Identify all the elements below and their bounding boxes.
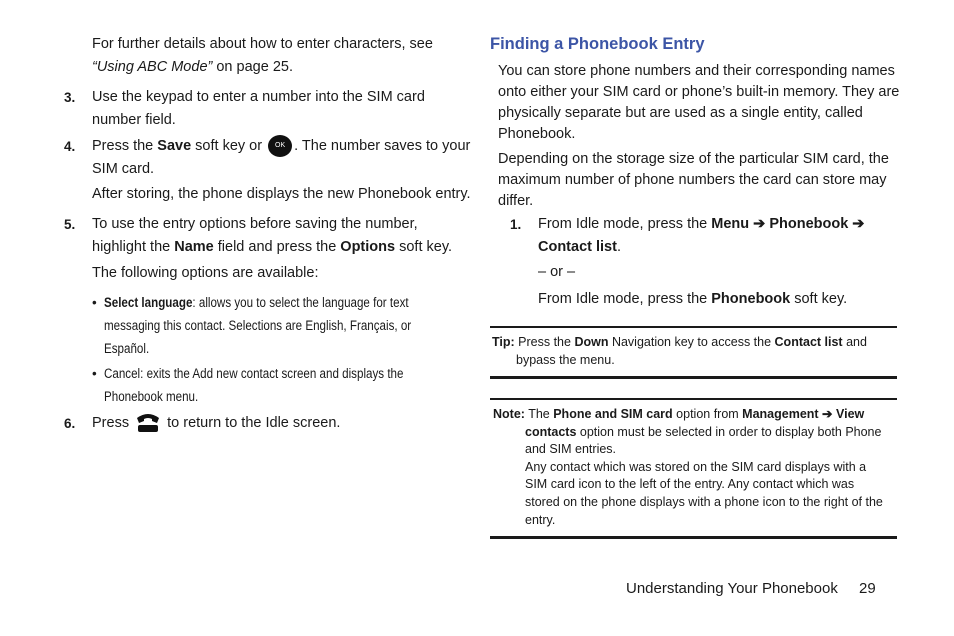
step-4-line1: Press the Save soft key or OK . The number saves to your — [92, 135, 470, 158]
step-5-available: The following options are available: — [92, 265, 319, 281]
bullet-1-marker: • — [92, 295, 97, 310]
bullet-2-line1: Cancel: exits the Add new contact screen and displays the — [104, 366, 404, 381]
step-1-number: 1. — [510, 217, 522, 232]
ok-key-icon: OK — [268, 135, 292, 157]
tip-line1: Tip: Press the Down Navigation key to access the Contact list and — [492, 335, 867, 349]
step-1-line2: Contact list. — [538, 239, 621, 255]
page-number: 29 — [859, 580, 876, 597]
step-5-line2: highlight the Name field and press the Options soft key. — [92, 239, 453, 255]
step-4-number: 4. — [64, 139, 76, 154]
tip-bottom-rule — [490, 376, 897, 379]
step-3-line2: number field. — [92, 112, 176, 128]
bullet-2-line2: Phonebook menu. — [104, 389, 199, 404]
step-4-line2: SIM card. — [92, 161, 155, 177]
para1-line3: physically separate but are used as a single entity, called — [498, 105, 863, 121]
step-1-line1: From Idle mode, press the Menu ➔ Phonebook ➔ — [538, 216, 865, 232]
para2-line2: maximum number of phone numbers the card can store may — [498, 172, 887, 188]
step-6-line: Press to return to the Idle screen. — [92, 412, 340, 435]
para2-line1: Depending on the storage size of the particular SIM card, the — [498, 151, 889, 167]
step-6-number: 6. — [64, 416, 76, 431]
note-top-rule — [490, 398, 897, 400]
para1-line4: Phonebook. — [498, 126, 576, 142]
note-line5: SIM card icon to the left of the entry. Any contact which was — [525, 477, 855, 491]
step-1-or: – or – — [538, 264, 576, 280]
note-line7: entry. — [525, 513, 556, 527]
section-heading: Finding a Phonebook Entry — [490, 35, 705, 53]
step-5-line1: To use the entry options before saving the number, — [92, 216, 418, 232]
para2-line3: differ. — [498, 193, 534, 209]
note-line2: contacts option must be selected in order to display both Phone — [525, 425, 882, 439]
bullet-1-line1: Select language: allows you to select the language for text — [104, 295, 409, 310]
note-line3: and SIM entries. — [525, 442, 617, 456]
step-3-line1: Use the keypad to enter a number into the SIM card — [92, 89, 425, 105]
tip-top-rule — [490, 326, 897, 328]
para1-line2: onto either your SIM card or phone’s built-in memory. They are — [498, 84, 900, 100]
step-1-alt: From Idle mode, press the Phonebook soft key. — [538, 291, 848, 307]
note-line4: Any contact which was stored on the SIM card displays with a — [525, 460, 867, 474]
intro-line1: For further details about how to enter characters, see — [92, 36, 433, 52]
para1-line1: You can store phone numbers and their corresponding names — [498, 63, 895, 79]
note-line6: stored on the phone displays with a phone icon to the right of the — [525, 495, 883, 509]
end-key-icon — [135, 412, 161, 434]
tip-line2: bypass the menu. — [516, 353, 615, 367]
bullet-1-line2: messaging this contact. Selections are English, Français, or — [104, 318, 412, 333]
footer-section-title: Understanding Your Phonebook — [626, 580, 838, 597]
step-4-after: After storing, the phone displays the new Phonebook entry. — [92, 186, 471, 202]
note-line1: Note: The Phone and SIM card option from Management ➔ View — [493, 407, 865, 421]
note-bottom-rule — [490, 536, 897, 539]
step-3-number: 3. — [64, 90, 76, 105]
step-5-number: 5. — [64, 217, 76, 232]
bullet-1-line3: Español. — [104, 341, 150, 356]
intro-line2: “Using ABC Mode” on page 25. — [92, 59, 293, 75]
bullet-2-marker: • — [92, 366, 97, 381]
